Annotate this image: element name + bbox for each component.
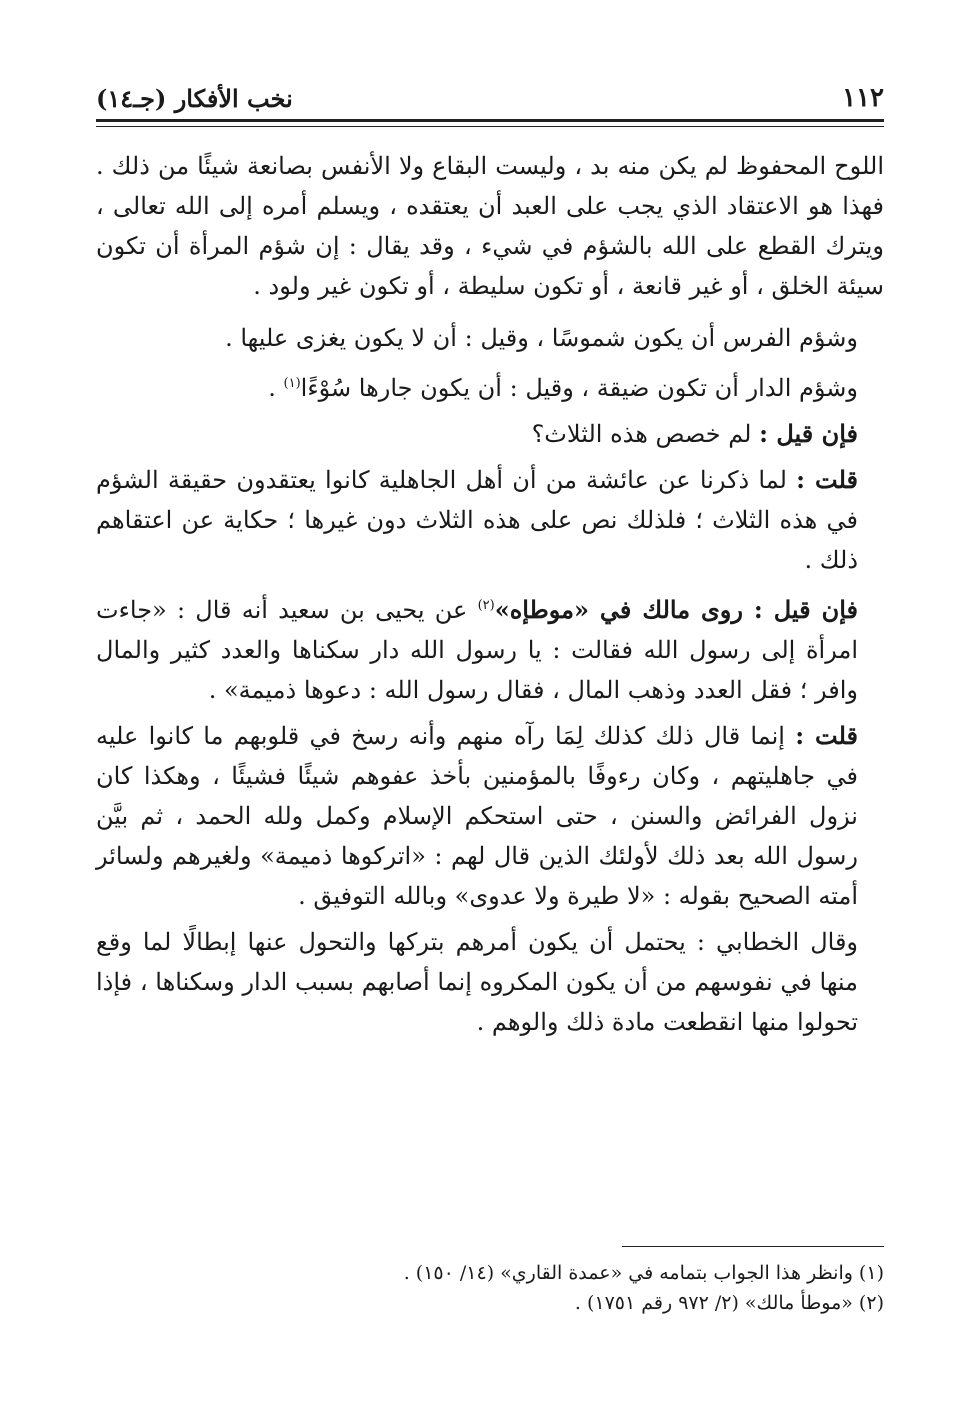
paragraph-text: لم خصص هذه الثلاث؟ <box>531 420 760 448</box>
footnote-ref-2: (٢) <box>477 598 495 613</box>
running-title: نخب الأفكار (جـ١٤) <box>96 83 293 113</box>
paragraph-6 <box>96 586 884 710</box>
page-number: ١١٢ <box>842 83 884 113</box>
paragraph-5 <box>96 460 884 580</box>
paragraph-text: وشؤم الفرس أن يكون شموسًا ، وقيل : أن لا يكون يغزى عليها . <box>225 324 858 352</box>
question-label: فإن قيل : روى مالك في «موطإه» <box>494 595 858 624</box>
paragraph-tail: . <box>268 374 284 402</box>
paragraph-7 <box>96 716 884 916</box>
paragraph-2 <box>96 318 884 358</box>
main-text <box>96 146 884 1048</box>
paragraph-1 <box>96 146 884 306</box>
page-header <box>96 78 884 118</box>
paragraph-3 <box>96 364 884 408</box>
footnote-1: (١) وانظر هذا الجواب بتمامه في «عمدة القاري» (١٤/ ١٥٠) . <box>403 1262 884 1284</box>
footnote-separator <box>622 1246 884 1247</box>
header-rule-thick <box>96 119 884 122</box>
paragraph-text: وشؤم الدار أن تكون ضيقة ، وقيل : أن يكون جارها سُوْءًا <box>300 374 858 402</box>
paragraph-text: عن يحيى بن سعيد أنه قال : «جاءت امرأة إلى رسول الله فقالت : يا رسول الله دار سكناها والعدد كثير والمال وافر ؛ فقل العدد وذهب المال ، فقال رسول الله : دعوها ذميمة» . <box>96 596 858 704</box>
answer-label: قلت : <box>796 465 858 494</box>
paragraph-text: وقال الخطابي : يحتمل أن يكون أمرهم بتركها والتحول عنها إبطالًا لما وقع منها في نفوسهم من أن يكون المكروه إنما أصابهم بسبب الدار وسكناها ، فإذا تحولوا منها انقطعت مادة ذلك والوهم . <box>96 928 858 1036</box>
header-rule-thin <box>96 126 884 127</box>
footnote-ref-1: (١) <box>283 376 301 391</box>
question-label: فإن قيل : <box>759 419 858 448</box>
footnotes <box>96 1258 884 1318</box>
paragraph-4 <box>96 414 884 454</box>
paragraph-text: إنما قال ذلك كذلك لِمَا رآه منهم وأنه رسخ في قلوبهم ما كانوا عليه في جاهليتهم ، وكان رءوفًا بالمؤمنين بأخذ عفوهم شيئًا فشيئًا ، وهكذا كان نزول الفرائض والسنن ، حتى استحكم الإسلام وكمل ولله الحمد ، ثم بيَّن رسول الله بعد ذلك لأولئك الذين قال لهم : «اتركوها ذميمة» ولغيرهم ولسائر أمته الصحيح بقوله : «لا طيرة ولا عدوى» وبالله التوفيق . <box>96 722 858 910</box>
footnote-2: (٢) «موطأ مالك» (٢/ ٩٧٢ رقم ١٧٥١) . <box>574 1292 884 1314</box>
answer-label: قلت : <box>795 721 858 750</box>
paragraph-text: اللوح المحفوظ لم يكن منه بد ، وليست البقاع ولا الأنفس بصانعة شيئًا من ذلك . فهذا هو الاعتقاد الذي يجب على العبد أن يعتقده ، ويسلم أمره إلى الله تعالى ، ويترك القطع على الله بالشؤم في شيء ، وقد يقال : إن شؤم المرأة أن تكون سيئة الخلق ، أو غير قانعة ، أو تكون سليطة ، أو تكون غير ولود . <box>96 152 884 300</box>
paragraph-8 <box>96 922 884 1042</box>
paragraph-text: لما ذكرنا عن عائشة من أن أهل الجاهلية كانوا يعتقدون حقيقة الشؤم في هذه الثلاث ؛ فلذلك نص على هذه الثلاث دون غيرها ؛ حكاية عن اعتقاهم ذلك . <box>96 466 858 574</box>
